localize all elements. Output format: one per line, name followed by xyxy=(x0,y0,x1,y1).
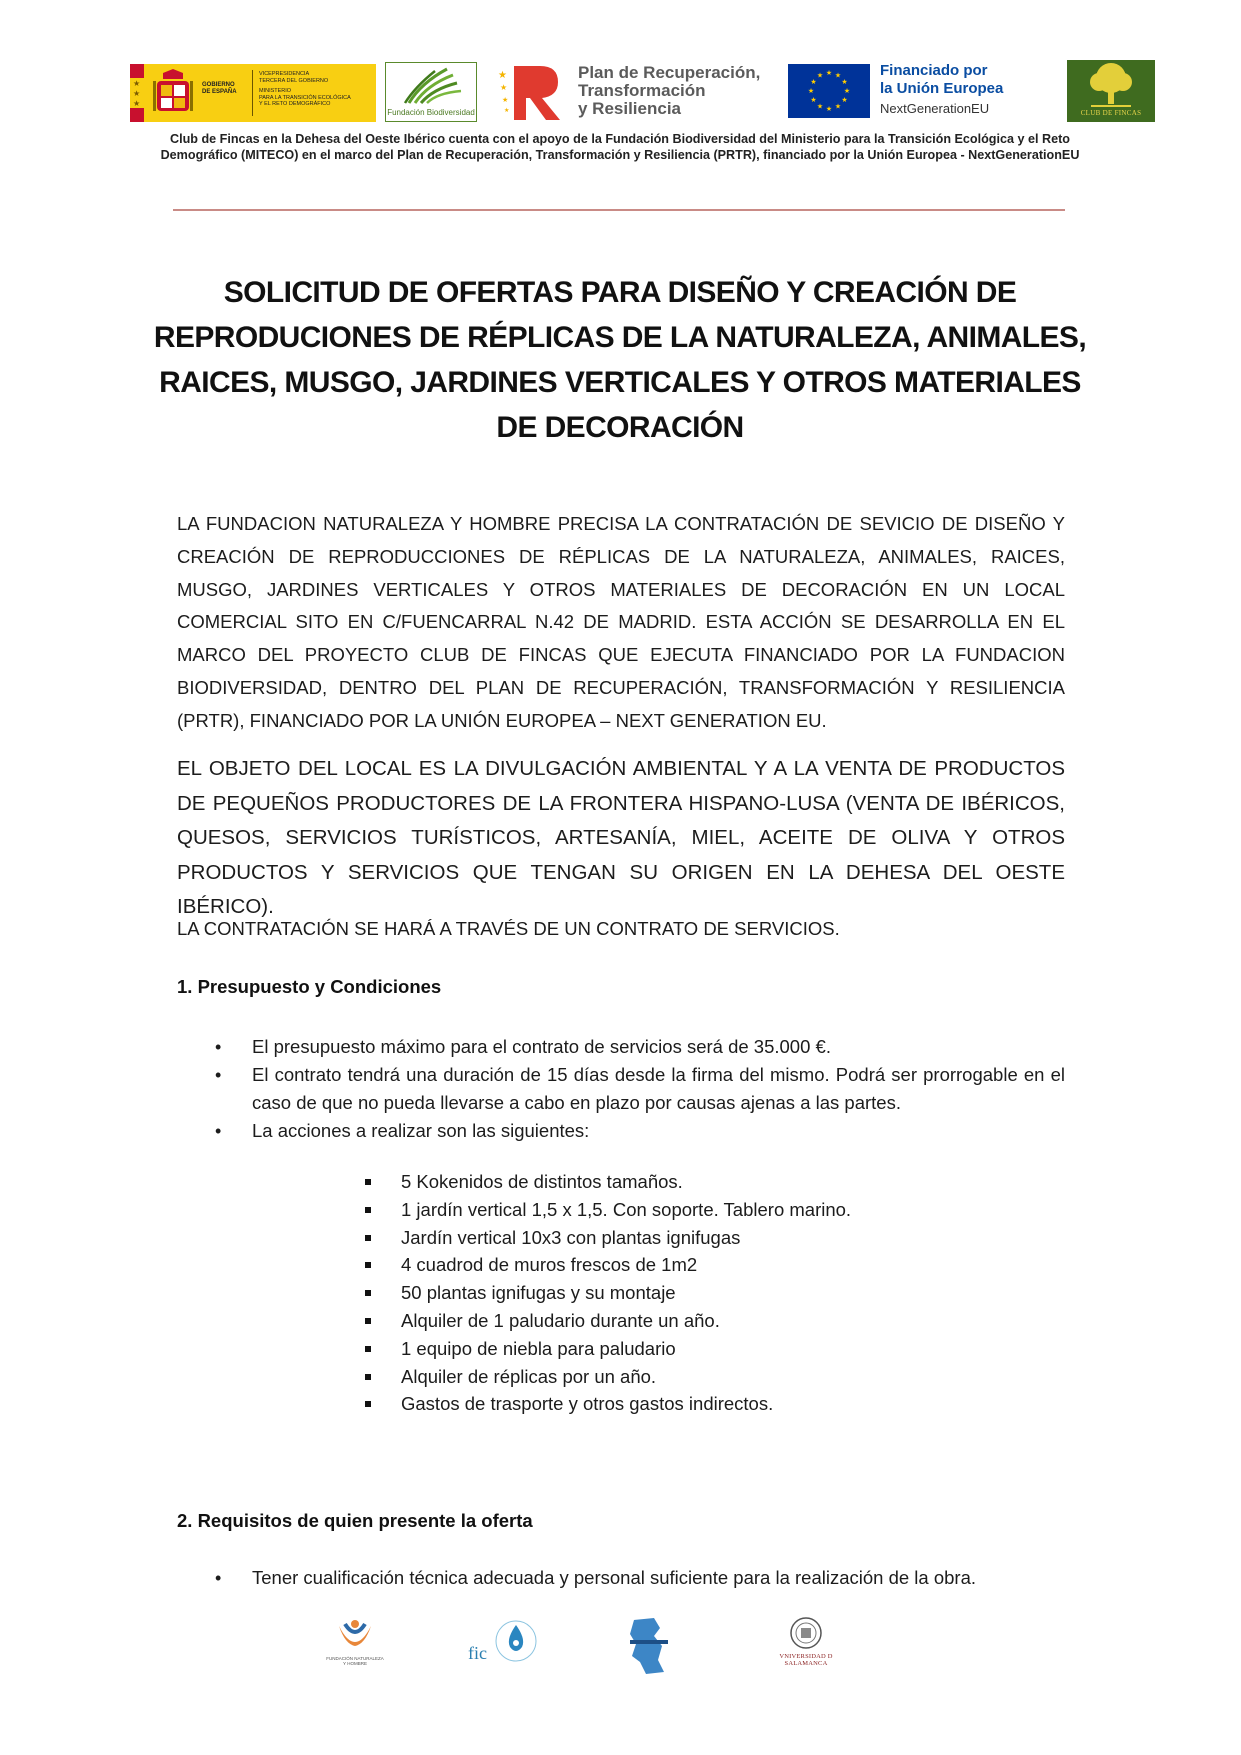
universidad-salamanca-logo: VNIVERSIDAD D SALAMANCA xyxy=(778,1616,834,1678)
section-heading-budget: 1. Presupuesto y Condiciones xyxy=(177,976,442,997)
svg-text:★: ★ xyxy=(816,103,824,111)
list-item: Alquiler de réplicas por un año. xyxy=(365,1363,851,1391)
svg-text:★: ★ xyxy=(807,88,815,95)
svg-text:★: ★ xyxy=(502,97,509,104)
spain-flag-icon: ★ ★ ★ xyxy=(130,64,144,122)
coat-of-arms-icon xyxy=(144,64,202,122)
contract-paragraph: LA CONTRATACIÓN SE HARÁ A TRAVÉS DE UN CONTRATO DE SERVICIOS. xyxy=(177,918,840,939)
svg-text:★: ★ xyxy=(825,106,833,113)
fundacion-biodiversidad-logo xyxy=(385,62,477,122)
svg-text:★: ★ xyxy=(841,79,848,86)
gobierno-label: GOBIERNO DE ESPAÑA xyxy=(202,82,237,95)
purpose-paragraph: EL OBJETO DEL LOCAL ES LA DIVULGACIÓN AMBIENTAL Y A LA VENTA DE PRODUCTOS DE PEQUEÑOS PRODUCTORES DE LA FRONTERA HISPANO-LUSA (VENTA DE IBÉRICOS, QUESOS, SERVICIOS TURÍSTICOS, ARTESANÍA, MIEL, ACEITE DE OLIVA Y OTROS PRODUCTOS Y SERVICIOS QUE TENGAN SU ORIGEN EN LA DEHESA DEL OESTE IBÉRICO). xyxy=(177,757,1065,918)
svg-text:★: ★ xyxy=(834,72,842,80)
gobierno-logo xyxy=(130,64,376,122)
club-de-fincas-logo xyxy=(1067,60,1155,122)
list-item: Alquiler de 1 paludario durante un año. xyxy=(365,1307,851,1335)
svg-text:★: ★ xyxy=(498,70,507,81)
svg-text:★: ★ xyxy=(810,79,817,86)
eu-flag-icon xyxy=(788,64,870,118)
club-de-fincas-label: CLUB DE FINCAS xyxy=(1080,109,1142,117)
list-item: • El contrato tendrá una duración de 15 días desde la firma del mismo. Podrá ser prorrogable en el caso de que no pueda llevarse a cabo en plazo por causas ajenas a las partes. xyxy=(215,1061,1065,1117)
requirements-list xyxy=(215,1564,1065,1592)
ministerio-label: VICEPRESIDENCIA TERCERA DEL GOBIERNO MINISTERIO PARA LA TRANSICIÓN ECOLÓGICA Y EL RETO DEMOGRÁFICO xyxy=(259,71,351,108)
prtr-logo-text: Plan de Recuperación, Transformación y Resiliencia xyxy=(578,63,761,118)
list-item: • El presupuesto máximo para el contrato de servicios será de 35.000 €. xyxy=(215,1033,1065,1061)
list-item: Jardín vertical 10x3 con plantas ignifugas xyxy=(365,1224,851,1252)
list-item: 50 plantas ignifugas y su montaje xyxy=(365,1279,851,1307)
svg-text:★: ★ xyxy=(504,108,510,114)
list-item: • La acciones a realizar son las siguientes: xyxy=(215,1117,1065,1145)
fic-logo: fic xyxy=(466,1617,544,1677)
fundacion-naturaleza-icon xyxy=(335,1618,375,1654)
svg-text:★: ★ xyxy=(841,97,848,104)
list-item: 1 equipo de niebla para paludario xyxy=(365,1335,851,1363)
intro-paragraph: LA FUNDACION NATURALEZA Y HOMBRE PRECISA LA CONTRATACIÓN DE SEVICIO DE DISEÑO Y CREACIÓN DE REPRODUCCIONES DE RÉPLICAS DE LA NATURALEZA, ANIMALES, RAICES, MUSGO, JARDINES VERTICALES Y OTROS MATERIALES DE DECORACIÓN EN UN LOCAL COMERCIAL SITO EN C/FUENCARRAL N.42 DE MADRID. ESTA ACCIÓN SE DESARROLLA EN EL MARCO DEL PROYECTO CLUB DE FINCAS QUE EJECUTA FINANCIADO POR LA FUNDACION BIODIVERSIDAD, DENTRO DEL PLAN DE RECUPERACIÓN, TRANSFORMACIÓN Y RESILIENCIA (PRTR), FINANCIADO POR LA UNIÓN EUROPEA – NEXT GENERATION EU. xyxy=(177,513,1065,731)
actions-list xyxy=(365,1168,851,1418)
regional-map-logo-icon xyxy=(624,1616,674,1676)
tree-icon xyxy=(1081,60,1141,108)
list-item: Gastos de trasporte y otros gastos indirectos. xyxy=(365,1390,851,1418)
svg-text:★: ★ xyxy=(834,103,842,111)
fundacion-naturaleza-logo: FUNDACIÓN NATURALEZA Y HOMBRE xyxy=(326,1618,384,1680)
list-item: 4 cuadrod de muros frescos de 1m2 xyxy=(365,1251,851,1279)
svg-text:★: ★ xyxy=(843,88,851,95)
svg-text:★: ★ xyxy=(810,97,817,104)
budget-conditions-list xyxy=(215,1033,1065,1145)
svg-text:★: ★ xyxy=(825,70,833,77)
university-seal-icon xyxy=(789,1616,823,1650)
section-heading-requirements: 2. Requisitos de quien presente la oferta xyxy=(177,1510,533,1531)
fundacion-biodiversidad-label: Fundación Biodiversidad xyxy=(387,108,475,117)
svg-text:★: ★ xyxy=(816,72,824,80)
list-item: • Tener cualificación técnica adecuada y personal suficiente para la realización de la obra. xyxy=(215,1564,1065,1592)
list-item: 5 Kokenidos de distintos tamaños. xyxy=(365,1168,851,1196)
funding-note: Club de Fincas en la Dehesa del Oeste Ibérico cuenta con el apoyo de la Fundación Biodiversidad del Ministerio para la Transición Ecológica y el Reto Demográfico (MITECO) en el marco del Plan de Recuperación, Transformación y Resiliencia (PRTR), financiado por la Unión Europea - NextGenerationEU xyxy=(160,132,1080,162)
svg-text:★: ★ xyxy=(500,83,508,92)
header-divider xyxy=(173,209,1065,211)
grass-icon xyxy=(391,63,471,107)
list-item: 1 jardín vertical 1,5 x 1,5. Con soporte. Tablero marino. xyxy=(365,1196,851,1224)
eu-funding-label: Financiado por la Unión Europea NextGenerationEU xyxy=(880,62,1004,116)
prtr-logo-icon xyxy=(498,62,564,122)
page-title: SOLICITUD DE OFERTAS PARA DISEÑO Y CREACIÓN DE REPRODUCIONES DE RÉPLICAS DE LA NATURALEZA, ANIMALES, RAICES, MUSGO, JARDINES VERTICALES Y OTROS MATERIALES DE DECORACIÓN xyxy=(153,276,1087,444)
